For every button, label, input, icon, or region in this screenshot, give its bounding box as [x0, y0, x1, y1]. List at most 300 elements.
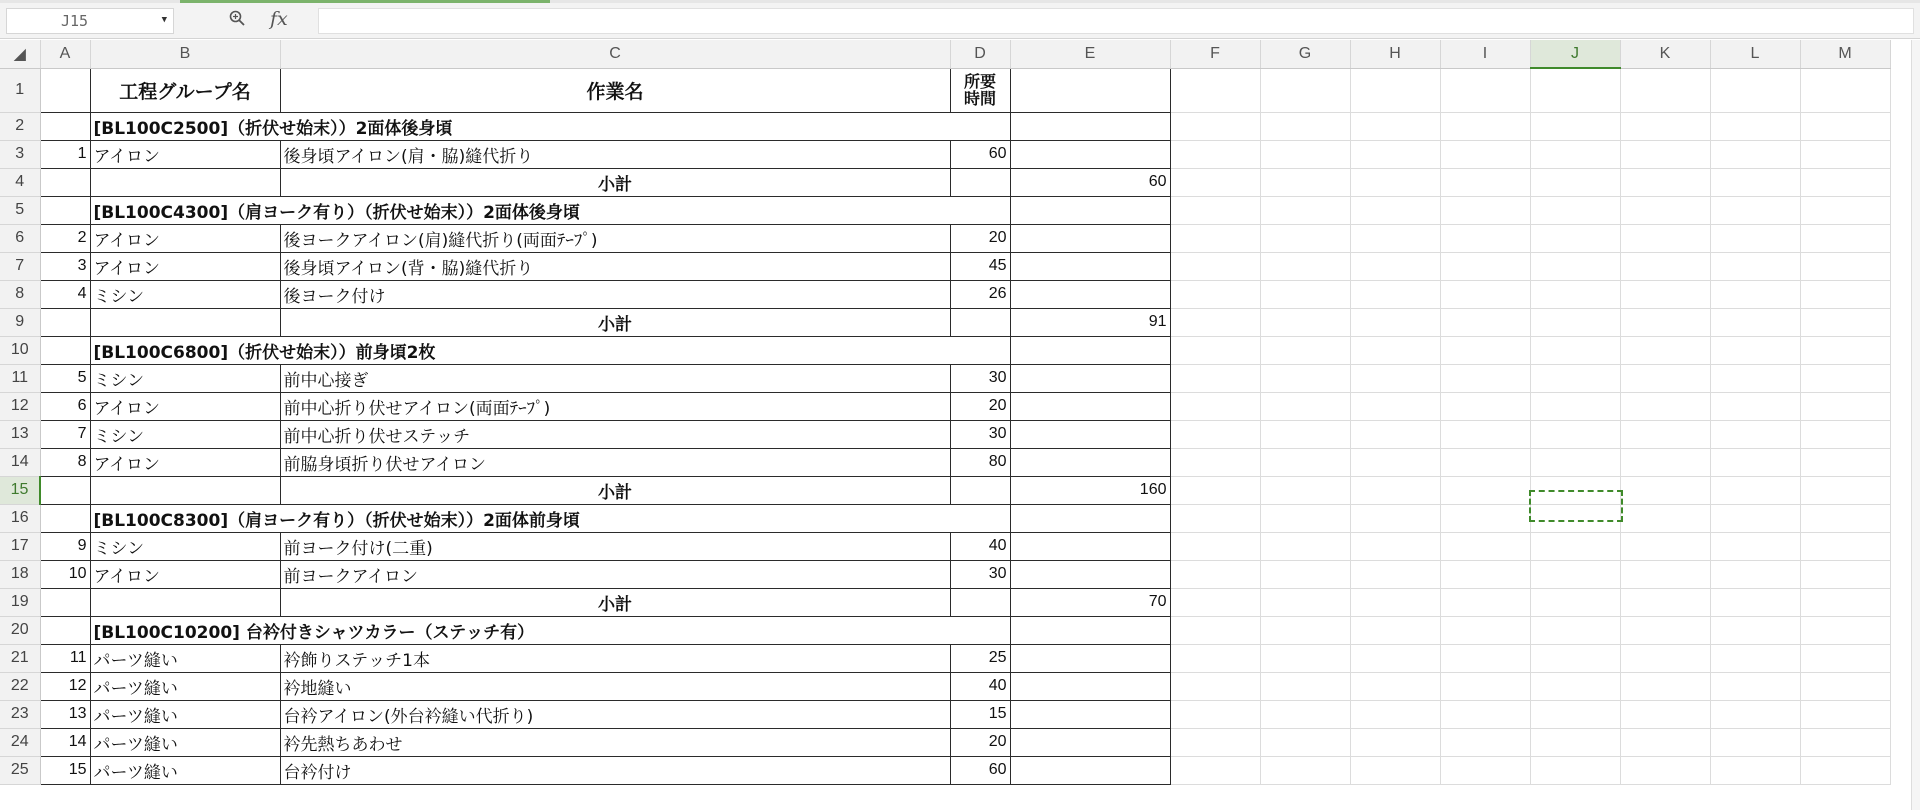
- cell-c22[interactable]: 衿地縫い: [280, 672, 950, 700]
- cell-l20[interactable]: [1710, 616, 1800, 644]
- column-header-j[interactable]: J: [1530, 40, 1620, 68]
- cell-h17[interactable]: [1350, 532, 1440, 560]
- cell-h11[interactable]: [1350, 364, 1440, 392]
- cell-l13[interactable]: [1710, 420, 1800, 448]
- cell-i14[interactable]: [1440, 448, 1530, 476]
- cell-j7[interactable]: [1530, 252, 1620, 280]
- row-header[interactable]: 13: [0, 420, 40, 448]
- cell-d22[interactable]: 40: [950, 672, 1010, 700]
- cell-c4[interactable]: 小計: [280, 168, 950, 196]
- cell-l4[interactable]: [1710, 168, 1800, 196]
- cell-k7[interactable]: [1620, 252, 1710, 280]
- cell-h12[interactable]: [1350, 392, 1440, 420]
- cell-c6[interactable]: 後ヨークアイロン(肩)縫代折り(両面ﾃｰﾌﾟ): [280, 224, 950, 252]
- cell-a15[interactable]: [40, 476, 90, 504]
- cell-g10[interactable]: [1260, 336, 1350, 364]
- cell-c19[interactable]: 小計: [280, 588, 950, 616]
- cell-i5[interactable]: [1440, 196, 1530, 224]
- cell-f8[interactable]: [1170, 280, 1260, 308]
- row-header[interactable]: 15: [0, 476, 40, 504]
- cell-c1[interactable]: 作業名: [280, 68, 950, 112]
- cell-b5[interactable]: [BL100C4300]（肩ヨーク有り）（折伏せ始末））2面体後身頃: [90, 196, 1010, 224]
- cell-l11[interactable]: [1710, 364, 1800, 392]
- column-header-c[interactable]: C: [280, 40, 950, 68]
- cell-k24[interactable]: [1620, 728, 1710, 756]
- cell-l10[interactable]: [1710, 336, 1800, 364]
- cell-h19[interactable]: [1350, 588, 1440, 616]
- cell-k4[interactable]: [1620, 168, 1710, 196]
- cell-l19[interactable]: [1710, 588, 1800, 616]
- cell-a13[interactable]: 7: [40, 420, 90, 448]
- cell-k23[interactable]: [1620, 700, 1710, 728]
- cell-j23[interactable]: [1530, 700, 1620, 728]
- cell-m23[interactable]: [1800, 700, 1890, 728]
- cell-j12[interactable]: [1530, 392, 1620, 420]
- zoom-icon[interactable]: [229, 10, 245, 26]
- cell-i15[interactable]: [1440, 476, 1530, 504]
- cell-l18[interactable]: [1710, 560, 1800, 588]
- row-header[interactable]: 14: [0, 448, 40, 476]
- cell-a1[interactable]: [40, 68, 90, 112]
- row-header[interactable]: 9: [0, 308, 40, 336]
- cell-k12[interactable]: [1620, 392, 1710, 420]
- cell-h20[interactable]: [1350, 616, 1440, 644]
- cell-l21[interactable]: [1710, 644, 1800, 672]
- cell-m4[interactable]: [1800, 168, 1890, 196]
- row-header[interactable]: 7: [0, 252, 40, 280]
- cell-d23[interactable]: 15: [950, 700, 1010, 728]
- cell-f10[interactable]: [1170, 336, 1260, 364]
- column-header-k[interactable]: K: [1620, 40, 1710, 68]
- cell-g2[interactable]: [1260, 112, 1350, 140]
- column-header-h[interactable]: H: [1350, 40, 1440, 68]
- cell-a17[interactable]: 9: [40, 532, 90, 560]
- cell-g25[interactable]: [1260, 756, 1350, 784]
- cell-i18[interactable]: [1440, 560, 1530, 588]
- cell-e25[interactable]: [1010, 756, 1170, 784]
- cell-b12[interactable]: アイロン: [90, 392, 280, 420]
- cell-m9[interactable]: [1800, 308, 1890, 336]
- cell-a10[interactable]: [40, 336, 90, 364]
- row-header[interactable]: 3: [0, 140, 40, 168]
- cell-d13[interactable]: 30: [950, 420, 1010, 448]
- cell-b8[interactable]: ミシン: [90, 280, 280, 308]
- cell-h24[interactable]: [1350, 728, 1440, 756]
- cell-a16[interactable]: [40, 504, 90, 532]
- cell-g24[interactable]: [1260, 728, 1350, 756]
- row-header[interactable]: 22: [0, 672, 40, 700]
- cell-f11[interactable]: [1170, 364, 1260, 392]
- cell-l23[interactable]: [1710, 700, 1800, 728]
- cell-a8[interactable]: 4: [40, 280, 90, 308]
- cell-a7[interactable]: 3: [40, 252, 90, 280]
- cell-i24[interactable]: [1440, 728, 1530, 756]
- cell-b23[interactable]: パーツ縫い: [90, 700, 280, 728]
- row-header[interactable]: 23: [0, 700, 40, 728]
- cell-d17[interactable]: 40: [950, 532, 1010, 560]
- cell-c17[interactable]: 前ヨーク付け(二重): [280, 532, 950, 560]
- cell-d6[interactable]: 20: [950, 224, 1010, 252]
- cell-h23[interactable]: [1350, 700, 1440, 728]
- cell-i10[interactable]: [1440, 336, 1530, 364]
- column-header-m[interactable]: M: [1800, 40, 1890, 68]
- cell-e2[interactable]: [1010, 112, 1170, 140]
- cell-g8[interactable]: [1260, 280, 1350, 308]
- cell-l3[interactable]: [1710, 140, 1800, 168]
- cell-f17[interactable]: [1170, 532, 1260, 560]
- cell-h16[interactable]: [1350, 504, 1440, 532]
- row-header[interactable]: 8: [0, 280, 40, 308]
- cell-h21[interactable]: [1350, 644, 1440, 672]
- row-header[interactable]: 5: [0, 196, 40, 224]
- cell-a9[interactable]: [40, 308, 90, 336]
- cell-j17[interactable]: [1530, 532, 1620, 560]
- cell-f12[interactable]: [1170, 392, 1260, 420]
- cell-h3[interactable]: [1350, 140, 1440, 168]
- cell-a3[interactable]: 1: [40, 140, 90, 168]
- cell-h15[interactable]: [1350, 476, 1440, 504]
- cell-j22[interactable]: [1530, 672, 1620, 700]
- cell-h9[interactable]: [1350, 308, 1440, 336]
- cell-k19[interactable]: [1620, 588, 1710, 616]
- cell-f24[interactable]: [1170, 728, 1260, 756]
- cell-c15[interactable]: 小計: [280, 476, 950, 504]
- cell-i13[interactable]: [1440, 420, 1530, 448]
- fx-icon[interactable]: fx: [270, 8, 288, 30]
- cell-j11[interactable]: [1530, 364, 1620, 392]
- cell-i8[interactable]: [1440, 280, 1530, 308]
- cell-h6[interactable]: [1350, 224, 1440, 252]
- cell-c21[interactable]: 衿飾りステッチ1本: [280, 644, 950, 672]
- cell-k8[interactable]: [1620, 280, 1710, 308]
- cell-i7[interactable]: [1440, 252, 1530, 280]
- cell-e13[interactable]: [1010, 420, 1170, 448]
- cell-h10[interactable]: [1350, 336, 1440, 364]
- column-header-e[interactable]: E: [1010, 40, 1170, 68]
- cell-k6[interactable]: [1620, 224, 1710, 252]
- cell-f23[interactable]: [1170, 700, 1260, 728]
- cell-j1[interactable]: [1530, 68, 1620, 112]
- cell-k16[interactable]: [1620, 504, 1710, 532]
- cell-k14[interactable]: [1620, 448, 1710, 476]
- cell-l8[interactable]: [1710, 280, 1800, 308]
- cell-l16[interactable]: [1710, 504, 1800, 532]
- cell-f4[interactable]: [1170, 168, 1260, 196]
- column-header-b[interactable]: B: [90, 40, 280, 68]
- cell-e8[interactable]: [1010, 280, 1170, 308]
- cell-g7[interactable]: [1260, 252, 1350, 280]
- row-header[interactable]: 21: [0, 644, 40, 672]
- cell-c7[interactable]: 後身頃アイロン(背・脇)縫代折り: [280, 252, 950, 280]
- column-header-i[interactable]: I: [1440, 40, 1530, 68]
- cell-k11[interactable]: [1620, 364, 1710, 392]
- cell-c25[interactable]: 台衿付け: [280, 756, 950, 784]
- cell-b13[interactable]: ミシン: [90, 420, 280, 448]
- cell-b10[interactable]: [BL100C6800]（折伏せ始末））前身頃2枚: [90, 336, 1010, 364]
- cell-b25[interactable]: パーツ縫い: [90, 756, 280, 784]
- cell-d12[interactable]: 20: [950, 392, 1010, 420]
- cell-l24[interactable]: [1710, 728, 1800, 756]
- cell-b16[interactable]: [BL100C8300]（肩ヨーク有り）（折伏せ始末））2面体前身頃: [90, 504, 1010, 532]
- cell-a21[interactable]: 11: [40, 644, 90, 672]
- cell-g21[interactable]: [1260, 644, 1350, 672]
- cell-a14[interactable]: 8: [40, 448, 90, 476]
- cell-i16[interactable]: [1440, 504, 1530, 532]
- column-header-l[interactable]: L: [1710, 40, 1800, 68]
- cell-l9[interactable]: [1710, 308, 1800, 336]
- cell-j8[interactable]: [1530, 280, 1620, 308]
- cell-a2[interactable]: [40, 112, 90, 140]
- cell-l14[interactable]: [1710, 448, 1800, 476]
- cell-m17[interactable]: [1800, 532, 1890, 560]
- cell-b4[interactable]: [90, 168, 280, 196]
- cell-m22[interactable]: [1800, 672, 1890, 700]
- cell-l12[interactable]: [1710, 392, 1800, 420]
- cell-j24[interactable]: [1530, 728, 1620, 756]
- cell-f1[interactable]: [1170, 68, 1260, 112]
- cell-f21[interactable]: [1170, 644, 1260, 672]
- cell-k3[interactable]: [1620, 140, 1710, 168]
- cell-f19[interactable]: [1170, 588, 1260, 616]
- cell-l15[interactable]: [1710, 476, 1800, 504]
- cell-f20[interactable]: [1170, 616, 1260, 644]
- cell-c14[interactable]: 前脇身頃折り伏せアイロン: [280, 448, 950, 476]
- cell-f2[interactable]: [1170, 112, 1260, 140]
- cell-f13[interactable]: [1170, 420, 1260, 448]
- cell-i4[interactable]: [1440, 168, 1530, 196]
- cell-d1[interactable]: 所要 時間: [950, 68, 1010, 112]
- cell-m1[interactable]: [1800, 68, 1890, 112]
- cell-c11[interactable]: 前中心接ぎ: [280, 364, 950, 392]
- cell-h25[interactable]: [1350, 756, 1440, 784]
- cell-i25[interactable]: [1440, 756, 1530, 784]
- cell-d8[interactable]: 26: [950, 280, 1010, 308]
- cell-m18[interactable]: [1800, 560, 1890, 588]
- cell-f15[interactable]: [1170, 476, 1260, 504]
- cell-i21[interactable]: [1440, 644, 1530, 672]
- cell-b20[interactable]: [BL100C10200] 台衿付きシャツカラー（ステッチ有）: [90, 616, 1010, 644]
- cell-e11[interactable]: [1010, 364, 1170, 392]
- cell-c18[interactable]: 前ヨークアイロン: [280, 560, 950, 588]
- column-header-f[interactable]: F: [1170, 40, 1260, 68]
- row-header[interactable]: 11: [0, 364, 40, 392]
- cell-l17[interactable]: [1710, 532, 1800, 560]
- cell-d19[interactable]: [950, 588, 1010, 616]
- cell-g20[interactable]: [1260, 616, 1350, 644]
- row-header[interactable]: 10: [0, 336, 40, 364]
- cell-a23[interactable]: 13: [40, 700, 90, 728]
- column-header-a[interactable]: A: [40, 40, 90, 68]
- cell-m24[interactable]: [1800, 728, 1890, 756]
- row-header[interactable]: 17: [0, 532, 40, 560]
- row-header[interactable]: 25: [0, 756, 40, 784]
- name-box[interactable]: [6, 8, 174, 34]
- cell-j5[interactable]: [1530, 196, 1620, 224]
- cell-e14[interactable]: [1010, 448, 1170, 476]
- cell-m19[interactable]: [1800, 588, 1890, 616]
- cell-g18[interactable]: [1260, 560, 1350, 588]
- cell-g1[interactable]: [1260, 68, 1350, 112]
- cell-e17[interactable]: [1010, 532, 1170, 560]
- cell-c9[interactable]: 小計: [280, 308, 950, 336]
- cell-a19[interactable]: [40, 588, 90, 616]
- cell-h4[interactable]: [1350, 168, 1440, 196]
- column-header-g[interactable]: G: [1260, 40, 1350, 68]
- cell-b1[interactable]: 工程グループ名: [90, 68, 280, 112]
- cell-m10[interactable]: [1800, 336, 1890, 364]
- cell-b24[interactable]: パーツ縫い: [90, 728, 280, 756]
- cell-c12[interactable]: 前中心折り伏せアイロン(両面ﾃｰﾌﾟ): [280, 392, 950, 420]
- cell-g14[interactable]: [1260, 448, 1350, 476]
- cell-e6[interactable]: [1010, 224, 1170, 252]
- cell-g4[interactable]: [1260, 168, 1350, 196]
- cell-k20[interactable]: [1620, 616, 1710, 644]
- cell-g5[interactable]: [1260, 196, 1350, 224]
- cell-m15[interactable]: [1800, 476, 1890, 504]
- cell-e20[interactable]: [1010, 616, 1170, 644]
- cell-a4[interactable]: [40, 168, 90, 196]
- row-header[interactable]: 16: [0, 504, 40, 532]
- cell-m13[interactable]: [1800, 420, 1890, 448]
- cell-j14[interactable]: [1530, 448, 1620, 476]
- cell-d4[interactable]: [950, 168, 1010, 196]
- cell-f25[interactable]: [1170, 756, 1260, 784]
- cell-e5[interactable]: [1010, 196, 1170, 224]
- cell-g16[interactable]: [1260, 504, 1350, 532]
- cell-h14[interactable]: [1350, 448, 1440, 476]
- cell-g3[interactable]: [1260, 140, 1350, 168]
- cell-j18[interactable]: [1530, 560, 1620, 588]
- cell-g22[interactable]: [1260, 672, 1350, 700]
- cell-g17[interactable]: [1260, 532, 1350, 560]
- cell-b21[interactable]: パーツ縫い: [90, 644, 280, 672]
- cell-b18[interactable]: アイロン: [90, 560, 280, 588]
- cell-e7[interactable]: [1010, 252, 1170, 280]
- cell-l6[interactable]: [1710, 224, 1800, 252]
- cell-j6[interactable]: [1530, 224, 1620, 252]
- cell-i20[interactable]: [1440, 616, 1530, 644]
- cell-b2[interactable]: [BL100C2500]（折伏せ始末））2面体後身頃: [90, 112, 1010, 140]
- chevron-down-icon[interactable]: ▼: [161, 15, 167, 25]
- cell-l7[interactable]: [1710, 252, 1800, 280]
- cell-e16[interactable]: [1010, 504, 1170, 532]
- row-header[interactable]: 24: [0, 728, 40, 756]
- cell-d9[interactable]: [950, 308, 1010, 336]
- cell-a12[interactable]: 6: [40, 392, 90, 420]
- cell-i19[interactable]: [1440, 588, 1530, 616]
- cell-e12[interactable]: [1010, 392, 1170, 420]
- cell-b6[interactable]: アイロン: [90, 224, 280, 252]
- cell-f5[interactable]: [1170, 196, 1260, 224]
- cell-e10[interactable]: [1010, 336, 1170, 364]
- cell-j20[interactable]: [1530, 616, 1620, 644]
- cell-b14[interactable]: アイロン: [90, 448, 280, 476]
- cell-f16[interactable]: [1170, 504, 1260, 532]
- cell-e1[interactable]: [1010, 68, 1170, 112]
- cell-e3[interactable]: [1010, 140, 1170, 168]
- cell-d24[interactable]: 20: [950, 728, 1010, 756]
- cell-l5[interactable]: [1710, 196, 1800, 224]
- cell-j25[interactable]: [1530, 756, 1620, 784]
- cell-c8[interactable]: 後ヨーク付け: [280, 280, 950, 308]
- cell-l1[interactable]: [1710, 68, 1800, 112]
- cell-g9[interactable]: [1260, 308, 1350, 336]
- cell-k17[interactable]: [1620, 532, 1710, 560]
- cell-e24[interactable]: [1010, 728, 1170, 756]
- cell-j4[interactable]: [1530, 168, 1620, 196]
- cell-g23[interactable]: [1260, 700, 1350, 728]
- cell-e19[interactable]: 70: [1010, 588, 1170, 616]
- cell-c3[interactable]: 後身頃アイロン(肩・脇)縫代折り: [280, 140, 950, 168]
- cell-d7[interactable]: 45: [950, 252, 1010, 280]
- cell-g15[interactable]: [1260, 476, 1350, 504]
- cell-h5[interactable]: [1350, 196, 1440, 224]
- cell-i6[interactable]: [1440, 224, 1530, 252]
- cell-a22[interactable]: 12: [40, 672, 90, 700]
- cell-m8[interactable]: [1800, 280, 1890, 308]
- cell-h1[interactable]: [1350, 68, 1440, 112]
- cell-h22[interactable]: [1350, 672, 1440, 700]
- row-header[interactable]: 20: [0, 616, 40, 644]
- cell-d18[interactable]: 30: [950, 560, 1010, 588]
- cell-d3[interactable]: 60: [950, 140, 1010, 168]
- cell-m12[interactable]: [1800, 392, 1890, 420]
- cell-f18[interactable]: [1170, 560, 1260, 588]
- cell-i2[interactable]: [1440, 112, 1530, 140]
- cell-j19[interactable]: [1530, 588, 1620, 616]
- cell-m5[interactable]: [1800, 196, 1890, 224]
- cell-d14[interactable]: 80: [950, 448, 1010, 476]
- cell-d21[interactable]: 25: [950, 644, 1010, 672]
- cell-m3[interactable]: [1800, 140, 1890, 168]
- cell-j3[interactable]: [1530, 140, 1620, 168]
- cell-b17[interactable]: ミシン: [90, 532, 280, 560]
- cell-d15[interactable]: [950, 476, 1010, 504]
- cell-k13[interactable]: [1620, 420, 1710, 448]
- cell-k2[interactable]: [1620, 112, 1710, 140]
- cell-g6[interactable]: [1260, 224, 1350, 252]
- cell-f22[interactable]: [1170, 672, 1260, 700]
- cell-m25[interactable]: [1800, 756, 1890, 784]
- cell-g13[interactable]: [1260, 420, 1350, 448]
- cell-m21[interactable]: [1800, 644, 1890, 672]
- cell-g12[interactable]: [1260, 392, 1350, 420]
- cell-k1[interactable]: [1620, 68, 1710, 112]
- cell-g19[interactable]: [1260, 588, 1350, 616]
- cell-j2[interactable]: [1530, 112, 1620, 140]
- vertical-scrollbar[interactable]: [1911, 40, 1920, 810]
- cell-j15[interactable]: [1530, 476, 1620, 504]
- cell-a11[interactable]: 5: [40, 364, 90, 392]
- cell-a25[interactable]: 15: [40, 756, 90, 784]
- cell-j9[interactable]: [1530, 308, 1620, 336]
- cell-k18[interactable]: [1620, 560, 1710, 588]
- cell-b19[interactable]: [90, 588, 280, 616]
- cell-f6[interactable]: [1170, 224, 1260, 252]
- cell-i17[interactable]: [1440, 532, 1530, 560]
- cell-e4[interactable]: 60: [1010, 168, 1170, 196]
- cell-m7[interactable]: [1800, 252, 1890, 280]
- cell-k22[interactable]: [1620, 672, 1710, 700]
- cell-k15[interactable]: [1620, 476, 1710, 504]
- cell-h7[interactable]: [1350, 252, 1440, 280]
- select-all-corner[interactable]: ◢: [0, 40, 40, 68]
- cell-d25[interactable]: 60: [950, 756, 1010, 784]
- cell-k9[interactable]: [1620, 308, 1710, 336]
- cell-a6[interactable]: 2: [40, 224, 90, 252]
- cell-m2[interactable]: [1800, 112, 1890, 140]
- cell-f3[interactable]: [1170, 140, 1260, 168]
